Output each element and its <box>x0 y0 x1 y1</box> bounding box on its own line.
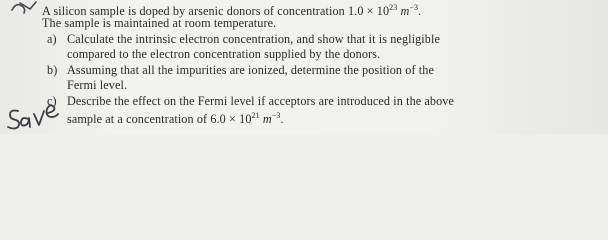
part-b-text-2: Fermi level. <box>67 78 128 92</box>
intro-unit: m <box>400 4 410 18</box>
part-a-line-1 <box>47 32 440 46</box>
part-a-text-1: Calculate the intrinsic electron concentration, and show that it is negligible <box>67 32 440 46</box>
part-c-text-2: sample at a concentration of 6.0 × 10 <box>67 112 252 126</box>
intro-period: . <box>418 4 422 18</box>
part-a-label: a) <box>47 32 57 46</box>
part-c-period: . <box>280 112 284 126</box>
part-b-label: b) <box>47 63 58 77</box>
part-c-unit: m <box>262 112 272 126</box>
intro-unit-exponent: −3 <box>409 3 419 12</box>
part-c-text-1: Describe the effect on the Fermi level if acceptors are introduced in the above <box>67 94 455 108</box>
part-c-line-2 <box>67 109 284 126</box>
intro-exponent: 23 <box>389 3 398 12</box>
part-b-line-2 <box>67 78 127 92</box>
part-c-label: c) <box>47 94 57 108</box>
part-c-exponent: 21 <box>251 111 260 120</box>
part-c-unit-exponent: −3 <box>271 111 281 120</box>
part-a-text-2: compared to the electron concentration supplied by the donors. <box>67 47 381 61</box>
part-c-line-1 <box>47 94 454 108</box>
part-b-line-1 <box>47 63 434 77</box>
question-intro-text-1: A silicon sample is doped by arsenic donors of concentration 1.0 × 10 <box>42 4 390 18</box>
handwritten-save-scribble <box>4 89 68 131</box>
question-intro-line-2 <box>42 16 276 30</box>
part-a-line-2 <box>67 47 380 61</box>
question-intro-text-2: The sample is maintained at room temperature. <box>42 16 277 30</box>
part-b-text-1: Assuming that all the impurities are ionized, determine the position of the <box>67 63 434 77</box>
handwritten-check-mark <box>10 0 38 16</box>
